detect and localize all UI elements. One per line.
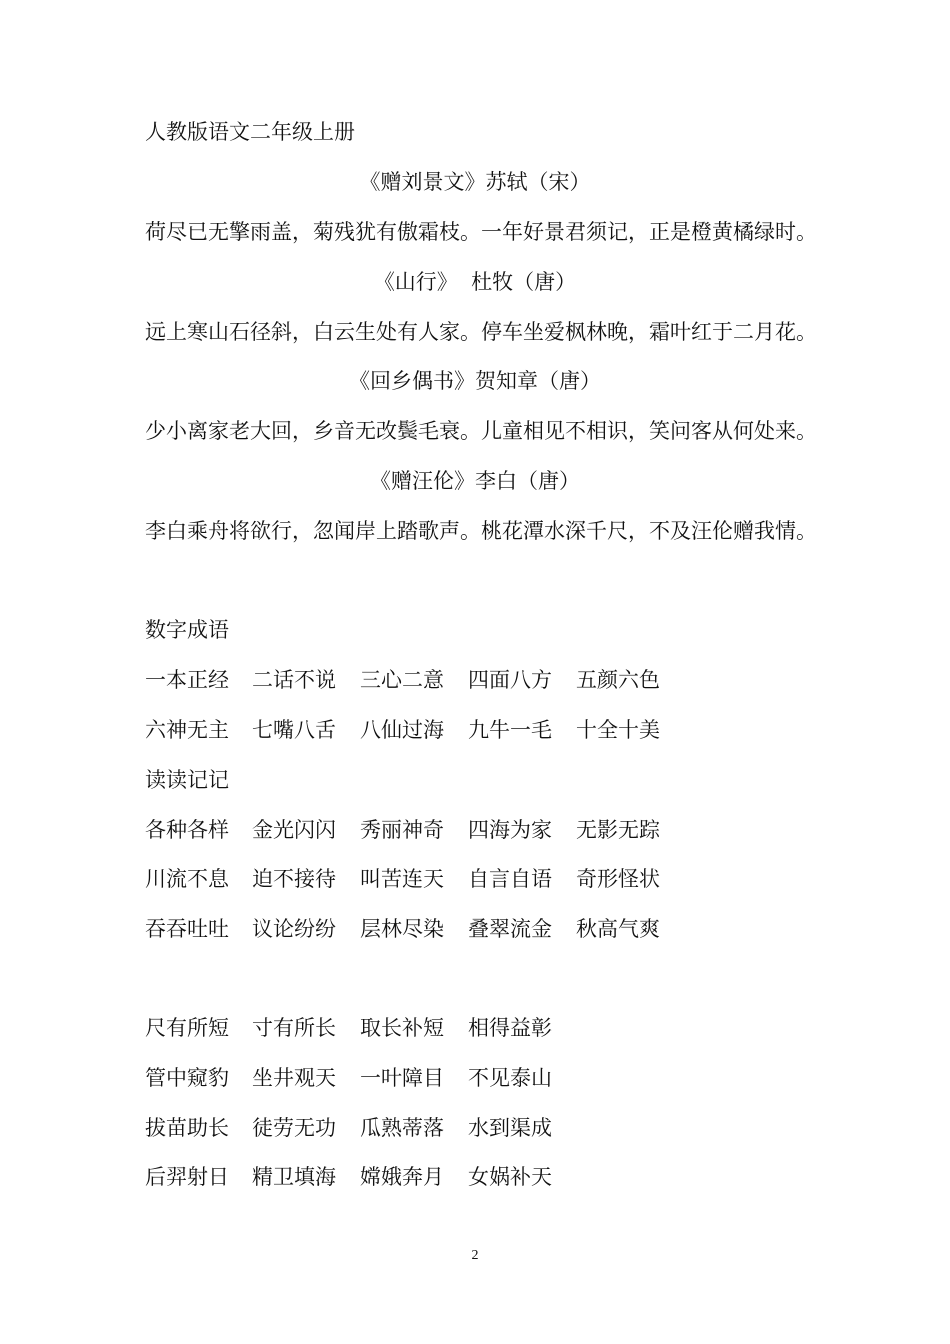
idiom: 女娲补天 xyxy=(468,1165,552,1189)
idiom: 吞吞吐吐 xyxy=(145,917,229,941)
idiom: 瓜熟蒂落 xyxy=(360,1116,444,1140)
poem-heading: 《回乡偶书》贺知章（唐） xyxy=(349,369,601,393)
book-title: 人教版语文二年级上册 xyxy=(145,120,355,144)
poem-heading: 《山行》 杜牧（唐） xyxy=(373,270,577,294)
idiom: 叫苦连天 xyxy=(360,867,444,891)
poem-text: 远上寒山石径斜，白云生处有人家。停车坐爱枫林晚，霜叶红于二月花。 xyxy=(145,320,817,344)
idiom: 尺有所短 xyxy=(145,1016,229,1040)
idiom: 叠翠流金 xyxy=(468,917,552,941)
idiom: 相得益彰 xyxy=(468,1016,552,1040)
idiom: 徒劳无功 xyxy=(252,1116,336,1140)
poem-text: 少小离家老大回，乡音无改鬓毛衰。儿童相见不相识，笑问客从何处来。 xyxy=(145,419,817,443)
idiom: 层林尽染 xyxy=(360,917,444,941)
idiom: 六神无主 xyxy=(145,718,229,742)
idiom: 二话不说 xyxy=(252,668,336,692)
idiom: 金光闪闪 xyxy=(252,818,336,842)
idiom: 后羿射日 xyxy=(145,1165,229,1189)
idiom: 管中窥豹 xyxy=(145,1066,229,1090)
idiom: 奇形怪状 xyxy=(576,867,660,891)
idiom: 不见泰山 xyxy=(468,1066,552,1090)
poem-heading: 《赠汪伦》李白（唐） xyxy=(370,469,580,493)
idiom: 一本正经 xyxy=(145,668,229,692)
idiom: 五颜六色 xyxy=(576,668,660,692)
idiom: 四面八方 xyxy=(468,668,552,692)
poem-text: 荷尽已无擎雨盖，菊残犹有傲霜枝。一年好景君须记，正是橙黄橘绿时。 xyxy=(145,220,817,244)
idiom: 坐井观天 xyxy=(252,1066,336,1090)
idiom: 迫不接待 xyxy=(252,867,336,891)
idiom: 水到渠成 xyxy=(468,1116,552,1140)
idiom: 四海为家 xyxy=(468,818,552,842)
page-number: 2 xyxy=(471,1248,479,1263)
idiom: 十全十美 xyxy=(576,718,660,742)
idiom: 议论纷纷 xyxy=(252,917,336,941)
section-heading-number-idioms: 数字成语 xyxy=(145,618,229,642)
idiom: 九牛一毛 xyxy=(468,718,552,742)
idiom: 八仙过海 xyxy=(360,718,444,742)
idiom: 精卫填海 xyxy=(252,1165,336,1189)
idiom: 秋高气爽 xyxy=(576,917,660,941)
idiom: 拔苗助长 xyxy=(145,1116,229,1140)
idiom: 一叶障目 xyxy=(360,1066,444,1090)
idiom: 无影无踪 xyxy=(576,818,660,842)
section-heading-read-remember: 读读记记 xyxy=(145,768,229,792)
idiom: 取长补短 xyxy=(360,1016,444,1040)
poem-text: 李白乘舟将欲行，忽闻岸上踏歌声。桃花潭水深千尺，不及汪伦赠我情。 xyxy=(145,519,817,543)
idiom: 川流不息 xyxy=(145,867,229,891)
idiom: 三心二意 xyxy=(360,668,444,692)
idiom: 寸有所长 xyxy=(252,1016,336,1040)
idiom: 自言自语 xyxy=(468,867,552,891)
poem-heading: 《赠刘景文》苏轼（宋） xyxy=(359,170,591,194)
idiom: 秀丽神奇 xyxy=(360,818,444,842)
idiom: 各种各样 xyxy=(145,818,229,842)
idiom: 七嘴八舌 xyxy=(252,718,336,742)
idiom: 嫦娥奔月 xyxy=(360,1165,444,1189)
